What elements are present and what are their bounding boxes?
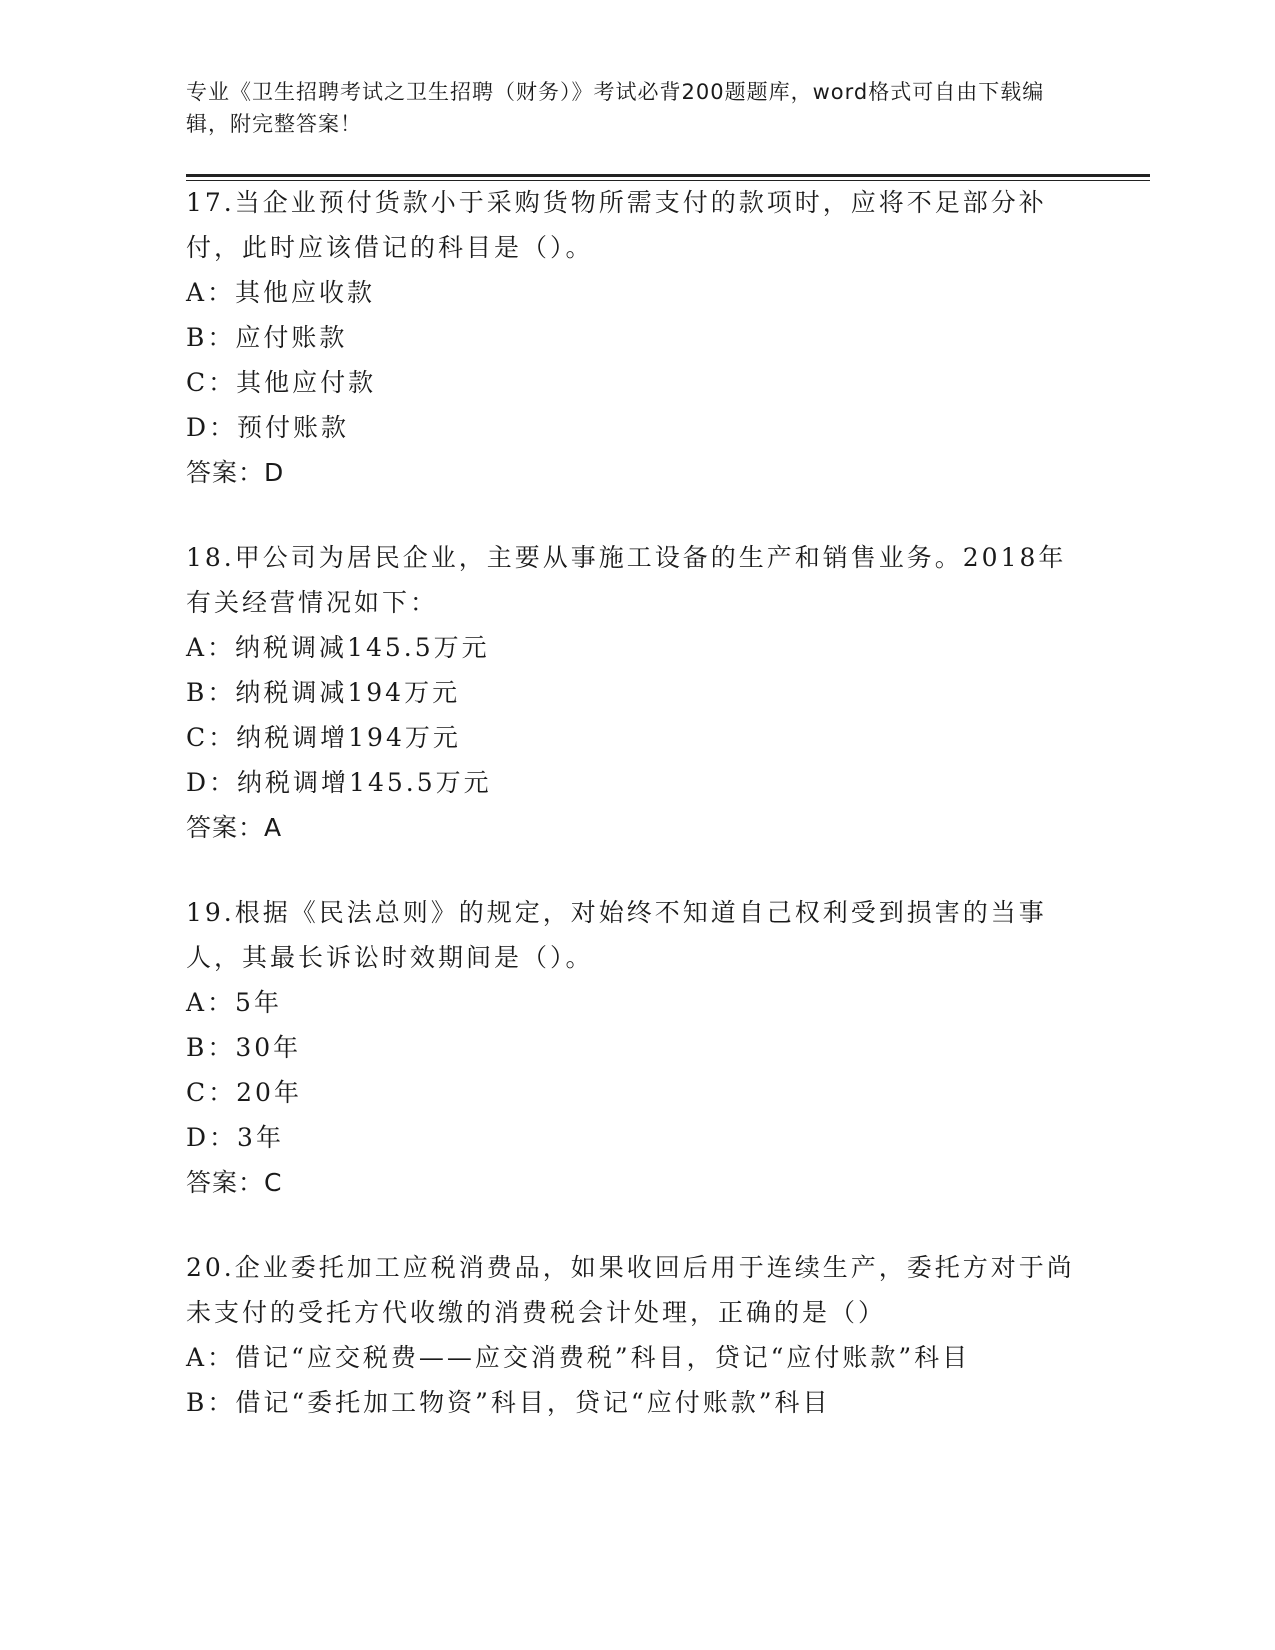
question-stem: 19.根据《民法总则》的规定，对始终不知道自己权利受到损害的当事人，其最长诉讼时效期间是（）。 bbox=[186, 898, 1047, 972]
option-b: B：借记“委托加工物资”科目，贷记“应付账款”科目 bbox=[186, 1388, 831, 1417]
option-c: C：其他应付款 bbox=[186, 368, 377, 397]
option-d: D：纳税调增145.5万元 bbox=[186, 768, 492, 797]
option-b: B：应付账款 bbox=[186, 323, 348, 352]
answer: 答案：C bbox=[186, 1168, 283, 1197]
question-19 bbox=[186, 890, 1086, 1205]
option-c: C：纳税调增194万元 bbox=[186, 723, 461, 752]
question-18 bbox=[186, 535, 1086, 850]
option-a: A：借记“应交税费——应交消费税”科目，贷记“应付账款”科目 bbox=[186, 1343, 971, 1372]
option-b: B：30年 bbox=[186, 1033, 302, 1062]
option-a: A：5年 bbox=[186, 988, 282, 1017]
option-d: D：3年 bbox=[186, 1123, 284, 1152]
question-stem: 18.甲公司为居民企业，主要从事施工设备的生产和销售业务。2018年有关经营情况如下： bbox=[186, 543, 1067, 617]
question-stem: 17.当企业预付货款小于采购货物所需支付的款项时，应将不足部分补付，此时应该借记的科目是（）。 bbox=[186, 188, 1047, 262]
option-d: D：预付账款 bbox=[186, 413, 350, 442]
question-20 bbox=[186, 1245, 1086, 1425]
question-stem: 20.企业委托加工应税消费品，如果收回后用于连续生产，委托方对于尚未支付的受托方代收缴的消费税会计处理，正确的是（） bbox=[186, 1253, 1075, 1327]
option-a: A：纳税调减145.5万元 bbox=[186, 633, 490, 662]
option-c: C：20年 bbox=[186, 1078, 302, 1107]
option-a: A：其他应收款 bbox=[186, 278, 376, 307]
question-17 bbox=[186, 180, 1086, 495]
answer: 答案：D bbox=[186, 458, 285, 487]
document-header: 专业《卫生招聘考试之卫生招聘（财务）》考试必背200题题库，word格式可自由下载编辑，附完整答案！ bbox=[186, 80, 1045, 136]
answer: 答案：A bbox=[186, 813, 283, 842]
header-divider-thick bbox=[186, 174, 1150, 177]
option-b: B：纳税调减194万元 bbox=[186, 678, 461, 707]
